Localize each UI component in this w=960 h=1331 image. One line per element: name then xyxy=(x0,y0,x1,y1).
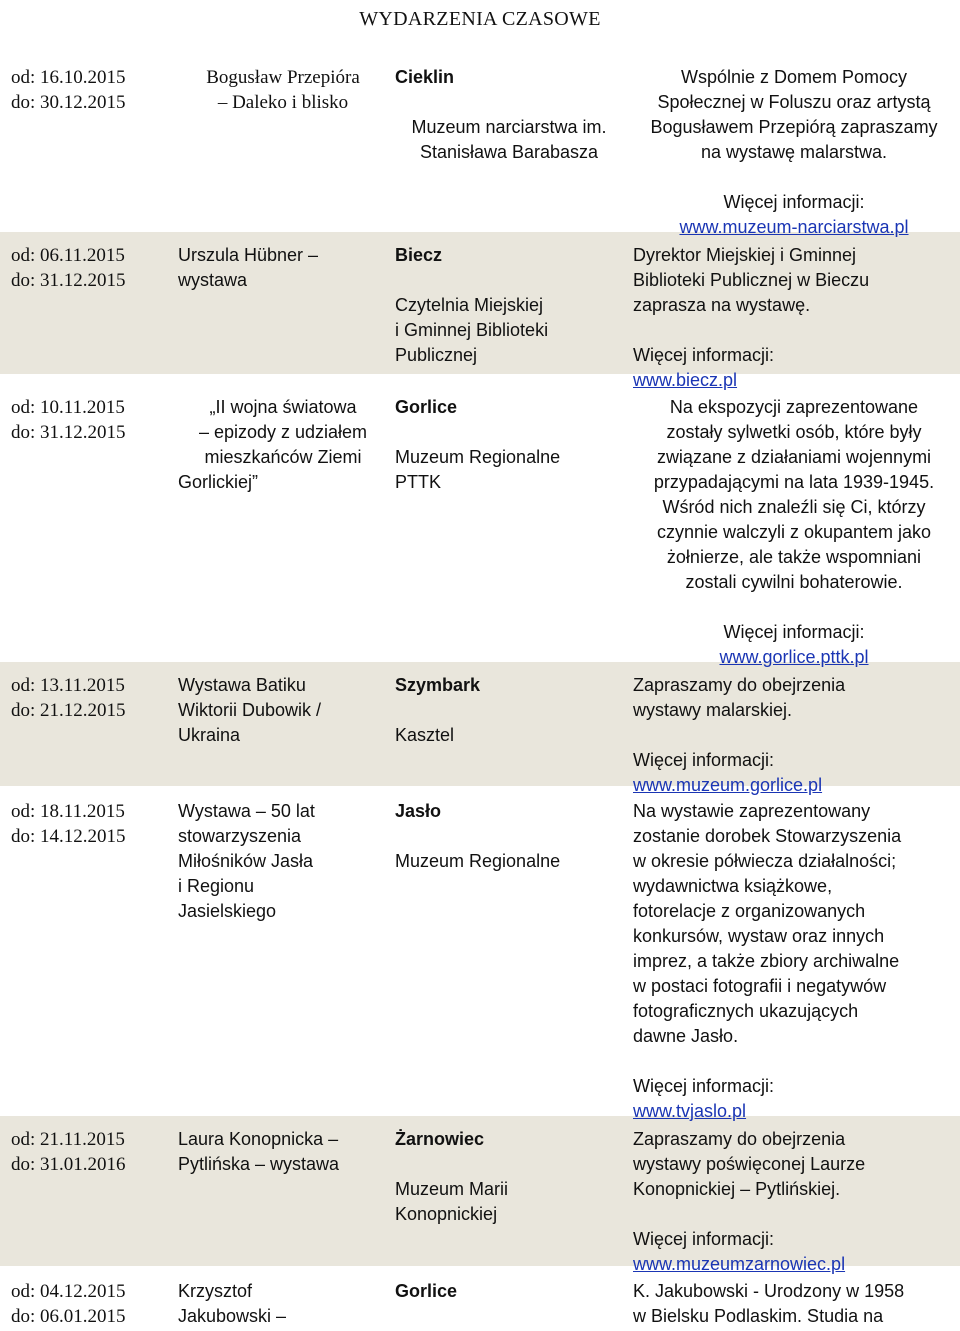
event-location xyxy=(395,1127,623,1227)
event-description: Zapraszamy do obejrzenia wystawy poświęconej Laurze Konopnickiej – Pytlińskiej. Więcej informacji: www.muzeumzarnowiec.pl xyxy=(633,1127,955,1277)
venue: PTTK xyxy=(395,472,442,492)
more-info-label: Więcej informacji: xyxy=(633,1229,775,1249)
date-to: do: 31.01.2016 xyxy=(11,1154,126,1175)
event-description: K. Jakubowski - Urodzony w 1958 w Bielsku Podlaskim. Studia na xyxy=(633,1281,905,1326)
event-dates xyxy=(11,673,171,723)
more-info-label: Więcej informacji: xyxy=(633,1076,775,1096)
more-info-label: Więcej informacji: xyxy=(633,750,775,770)
event-title: Wystawa – 50 lat stowarzyszenia Miłośników Jasła i Regionu Jasielskiego xyxy=(178,801,315,921)
event-dates xyxy=(11,395,171,445)
date-from: od: 06.11.2015 xyxy=(11,245,125,266)
event-link[interactable]: www.muzeumzarnowiec.pl xyxy=(633,1254,846,1274)
more-info-label: Więcej informacji: xyxy=(723,192,865,212)
date-to: do: 06.01.2015 xyxy=(11,1306,126,1327)
event-dates xyxy=(11,1279,171,1329)
event-title: Laura Konopnicka – Pytlińska – wystawa xyxy=(178,1129,340,1174)
event-dates xyxy=(11,243,171,293)
date-from: od: 10.11.2015 xyxy=(11,397,125,418)
page-title: WYDARZENIA CZASOWE xyxy=(359,8,601,30)
city: Gorlice xyxy=(395,397,458,417)
date-to: do: 14.12.2015 xyxy=(11,826,126,847)
event-dates xyxy=(11,1127,171,1177)
event-title: „II wojna światowa – epizody z udziałem mieszkańców Ziemi Gorlickiej” xyxy=(178,397,368,492)
venue: Stanisława Barabasza xyxy=(419,142,599,162)
event-location xyxy=(395,799,623,874)
date-from: od: 16.10.2015 xyxy=(11,67,126,88)
venue: Publicznej xyxy=(395,345,478,365)
date-from: od: 13.11.2015 xyxy=(11,675,125,696)
event-location xyxy=(395,395,623,495)
city: Gorlice xyxy=(395,1281,458,1301)
event-description: Wspólnie z Domem Pomocy Społecznej w Foluszu oraz artystą Bogusławem Przepiórą zapraszamy na wystawę malarstwa. Więcej informacji: www.muzeum-narciarstwa.pl xyxy=(633,65,955,240)
city: Jasło xyxy=(395,801,442,821)
event-dates xyxy=(11,799,171,849)
venue: Muzeum Marii xyxy=(395,1179,509,1199)
venue: Czytelnia Miejskiej xyxy=(395,295,544,315)
event-title: Wystawa Batiku Wiktorii Dubowik / Ukraina xyxy=(178,675,322,745)
event-link[interactable]: www.muzeum.gorlice.pl xyxy=(633,775,823,795)
venue: Konopnickiej xyxy=(395,1204,498,1224)
event-description: Na wystawie zaprezentowany zostanie dorobek Stowarzyszenia w okresie półwiecza działalności; wydawnictwa książkowe, fotorelacje z organizowanych konkursów, wystaw oraz innych imprez, a także zbiory archiwalne w postaci fotografii i negatywów fotograficznych ukazujących dawne Jasło. Więcej informacji: www.tvjaslo.pl xyxy=(633,799,955,1124)
date-to: do: 31.12.2015 xyxy=(11,422,126,443)
venue: i Gminnej Biblioteki xyxy=(395,320,549,340)
city: Cieklin xyxy=(395,67,455,87)
event-description: Na ekspozycji zaprezentowane zostały sylwetki osób, które były związane z działaniami wojennymi przypadającymi na lata 1939-1945. Wśród nich znaleźli się Ci, którzy czynnie walczyli z okupantem jako żołnierze, ale także wspomniani zostali cywilni bohaterowie. Więcej informacji: www.gorlice.pttk.pl xyxy=(633,395,955,670)
city: Biecz xyxy=(395,245,443,265)
more-info-label: Więcej informacji: xyxy=(723,622,865,642)
event-link[interactable]: www.biecz.pl xyxy=(633,370,738,390)
event-location xyxy=(395,1279,623,1304)
venue: Muzeum Regionalne xyxy=(395,851,561,871)
venue: Muzeum narciarstwa im. xyxy=(411,117,607,137)
date-to: do: 30.12.2015 xyxy=(11,92,126,113)
event-title: Urszula Hübner – wystawa xyxy=(178,245,319,290)
date-to: do: 31.12.2015 xyxy=(11,270,126,291)
venue: Muzeum Regionalne xyxy=(395,447,561,467)
city: Szymbark xyxy=(395,675,481,695)
event-link[interactable]: www.tvjaslo.pl xyxy=(633,1101,747,1121)
event-dates xyxy=(11,65,171,115)
venue: Kasztel xyxy=(395,725,455,745)
event-location xyxy=(395,243,623,368)
date-from: od: 18.11.2015 xyxy=(11,801,125,822)
city: Żarnowiec xyxy=(395,1129,485,1149)
more-info-label: Więcej informacji: xyxy=(633,345,775,365)
event-description: Dyrektor Miejskiej i Gminnej Biblioteki Publicznej w Bieczu zaprasza na wystawę. Więcej informacji: www.biecz.pl xyxy=(633,243,955,393)
date-from: od: 21.11.2015 xyxy=(11,1129,125,1150)
event-link[interactable]: www.gorlice.pttk.pl xyxy=(719,647,869,667)
event-title: Bogusław Przepióra – Daleko i blisko xyxy=(206,67,360,113)
event-title: Krzysztof Jakubowski – xyxy=(178,1281,287,1326)
date-to: do: 21.12.2015 xyxy=(11,700,126,721)
date-from: od: 04.12.2015 xyxy=(11,1281,126,1302)
event-link[interactable]: www.muzeum-narciarstwa.pl xyxy=(679,217,909,237)
event-description: Zapraszamy do obejrzenia wystawy malarskiej. Więcej informacji: www.muzeum.gorlice.pl xyxy=(633,673,955,798)
event-location xyxy=(395,65,623,165)
event-location xyxy=(395,673,623,748)
